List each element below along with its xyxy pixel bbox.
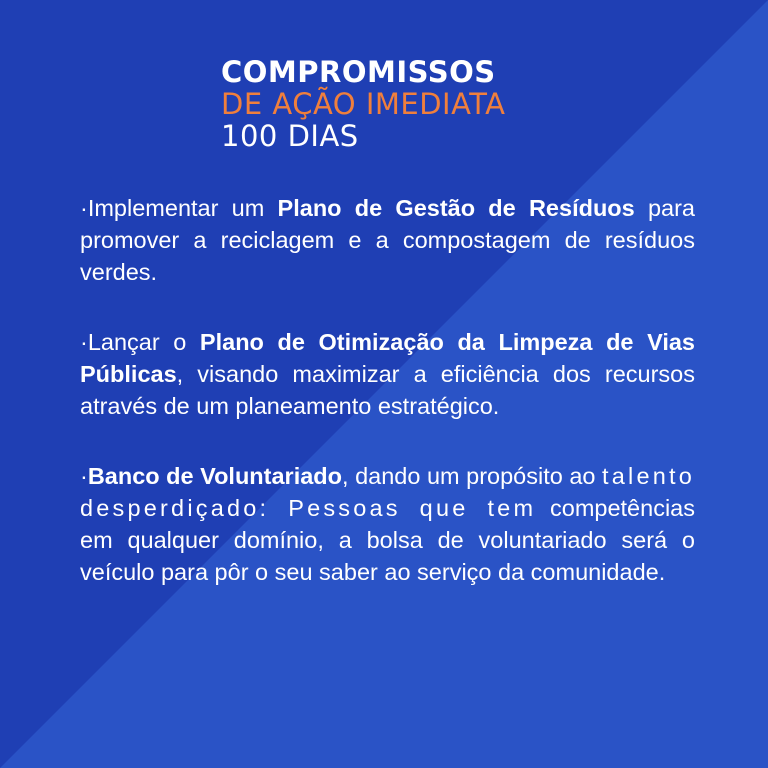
bullet: ·: [80, 463, 88, 489]
item-text-spaced: talento desperdiçado: Pessoas que tem: [80, 463, 696, 521]
commitment-item: [80, 326, 695, 422]
commitment-item: [80, 192, 695, 288]
bullet: ·: [80, 329, 88, 355]
item-highlight: Plano de Otimização da Limpeza de Vias Públicas: [80, 329, 695, 387]
item-highlight: Banco de Voluntariado: [87, 463, 343, 489]
item-text: , dando um propósito ao: [342, 463, 596, 489]
header-title: COMPROMISSOS: [221, 55, 496, 89]
item-text: competências em qualquer domínio, a bolsa de voluntariado será o veículo para pôr o seu saber ao serviço da comunidade.: [80, 495, 695, 585]
item-text: Lançar o: [87, 329, 200, 355]
item-text: para promover a reciclagem e a compostagem de resíduos verdes.: [80, 195, 695, 285]
header-days: 100 DIAS: [221, 119, 359, 153]
commitment-item: [80, 460, 695, 588]
item-highlight: Plano de Gestão de Resíduos: [277, 195, 635, 221]
bullet: ·: [80, 195, 88, 221]
header-subtitle: DE AÇÃO IMEDIATA: [221, 87, 506, 121]
item-text: Implementar um: [87, 195, 278, 221]
item-text: , visando maximizar a eficiência dos recursos através de um planeamento estratégico.: [80, 361, 695, 419]
commitments-list: [80, 192, 695, 626]
header: [221, 56, 621, 152]
